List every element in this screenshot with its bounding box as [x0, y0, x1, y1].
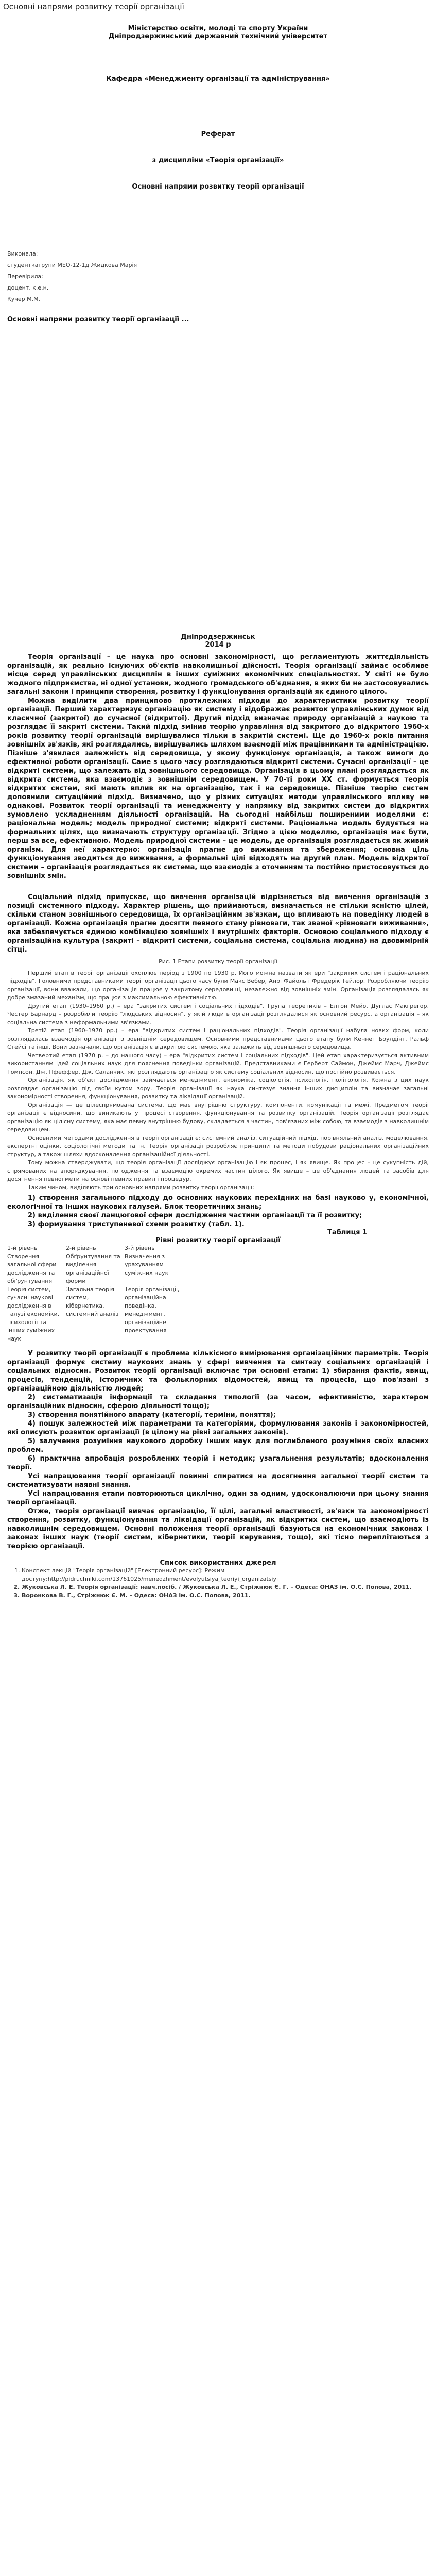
source-item: 1. Конспект лекцій "Теорія організацій" [Електронний ресурс]: Режим доступу:http://pidruchniki.com/13761025/menedzhment/evolyutsiya_teoriyi_organizatsiyi [22, 1567, 429, 1583]
sources-title: Список використаних джерел [160, 1559, 276, 1567]
paragraph: 2) систематизація інформації та складання типології (за часом, ефективністю, характером організаційних відносин, сферою діяльності тощо); [7, 1394, 429, 1410]
levels-table [7, 1244, 183, 1343]
teacher-rank: доцент, к.е.н. [7, 284, 49, 291]
table-cell: Теорія організації, організаційна поведінка, менеджмент, організаційне проектування [125, 1286, 180, 1334]
paragraph: Четвертий етап (1970 р. – до нашого часу) – ера "відкритих систем і соціальних підходів". Цей етап характеризується активним використанням ідей соціальних наук для пояснення поведінки організацій. Представниками є Герберт Саймон, Джеймс Марч, Джеймс Томпсон, Дж. Пфеффер, Дж. Саланчик, які розглядають організацію як систему соціальних відносин, що постійно розвивається. [7, 1052, 429, 1075]
paragraph: Можна виділити два принципово протилежних підходи до характеристики розвитку теорії організації. Перший характеризує організацію як систему і відображає розвиток управлінських думок від класичної (закритої) до сучасної (відкритої). Другий підхід визначає природу організацій з наукою та розглядає її закриті системи. Такий підхід змінив теорію управління від закритого до відкритого 1960-х років розвитку теорії організацій вирішувалися тільки в закритій системі. Ще до 1960-х років питання зовнішніх зв'язків, які розглядались, вирішувались шляхом взаємодії між працівниками та адміністрацією. Пізніше з'явилася залежність від середовища, у якому функціонує організація, а також вимоги до ефективної роботи організації. Саме з цього часу розглядаються відкриті системи. Сучасні організації – це відкриті системи, що залежать від зовнішнього середовища. Організація в цьому плані розглядається як відкрита система, яка взаємодіє з зовнішнім середовищем. У 70-ті роки XX ст. формується теорія відкритих систем, які мають вплив як на організацію, так і на середовище. Пізніше теорію систем доповнили ситуаційний підхід. Визначено, що у різних ситуаціях методи управлінського впливу не однакові. Розвиток теорії організації та менеджменту у напрямку від закритих систем до відкритих зумовлено ускладненням діяльності організацій. На сьогодні найбільш поширеними моделями є: раціональна модель; модель природної системи; відкриті системи. Раціональна модель будується на формальних цілях, що визначають структуру організації. Згідно з цією моделлю, організація має бути, перш за все, ефективною. Модель природної системи – це модель, де організація розглядається як живий організм. Для неї характерно: організація прагне до виживання та збереження; основна ціль функціонування зводиться до виживання, а формальні цілі відходять на другий план. Модель відкритої системи – організація розглядається як система, що взаємодіє з оточенням та постійно пристосовується до зовнішніх змін. [7, 697, 429, 880]
source-item: 2. Жуковська Л. Е. Теорія організації: навч.посіб. / Жуковська Л. Е., Стріжнюк Є. Г. – Одеса: ОНАЗ ім. О.С. Попова, 2011. [22, 1583, 429, 1591]
table-header-cell: 2-й рівень [66, 1245, 96, 1251]
table-cell: Обґрунтування та виділення організаційної форми [66, 1253, 120, 1284]
page-title: Основні напрями розвитку теорії організації [3, 2, 184, 11]
table-cell: Загальна теорія систем, кібернетика, системний аналіз [66, 1286, 119, 1317]
paragraph: Організація — це цілеспрямована система, що має внутрішню структуру, компоненти, комунікації та межі. Предметом теорії організації є відносини, що виникають у процесі створення, функціонування та розвитку організацій. Теорія організації розглядає організацію як цілісну систему, яка має певну внутрішню будову, складається з частин, пов'язаних між собою, та взаємодіє з навколишнім середовищем. [7, 1101, 429, 1133]
direction-item: 3) формування триступеневої схеми розвитку (табл. 1). [28, 1221, 245, 1228]
checked-label: Перевірила: [7, 273, 43, 280]
table-row [7, 1285, 183, 1343]
figure-caption: Рис. 1 Етапи розвитку теорії організації [159, 958, 277, 965]
table-cell: Теорія систем, сучасні наукові дослідження в галузі економіки, психології та інших суміжних наук [7, 1286, 60, 1342]
paragraph: 4) пошук залежностей між параметрами та категоріями, формулювання законів і закономірностей, які описують розвиток організації (в цілому на рівні загальних законів). [7, 1420, 429, 1436]
paragraph: Усі напрацювання теорії організації повинні спиратися на досягнення загальної теорії систем та систематизувати наявні знання. [7, 1472, 429, 1489]
work-type: Реферат [201, 130, 235, 138]
discipline-line: з дисципліни «Теорія організації» [152, 157, 284, 164]
year: 2014 р [205, 641, 231, 649]
city: Дніпродзержинськ [181, 633, 255, 641]
paragraph: Теорія організації – це наука про основні закономірності, що регламентують життєдіяльність організацій, як реально існуючих об'єктів навколишньої дійсності. Теорія організації займає особливе місце серед управлінських дисциплін в інших суміжних економічних спеціальностях. У світі не було жодного підприємства, ні одної установи, жодного громадського об'єднання, в яких би не застосовувались загальні закони і принципи створення, розвитку і функціонування організацій як єдиного цілого. [7, 653, 429, 696]
table-title: Рівні розвитку теорії організації [155, 1236, 281, 1244]
paragraph: Отже, теорія організації вивчає організацію, її цілі, загальні властивості, зв'язки та закономірності створення, розвитку, функціонування та ліквідації організацій, як відкритих систем, що взаємодіють із навколишнім середовищем. Основні положення теорії організації базуються на економічних законах і законах інших наук (теорії систем, кібернетики, теорії керування, тощо), які тісно переплітаються з теорією організації. [7, 1507, 429, 1550]
intro-text: Основні напрями розвитку теорії організації ... [7, 316, 189, 324]
table-header-row [7, 1244, 183, 1252]
paragraph: 3) створення понятійного апарату (категорії, терміни, поняття); [28, 1411, 276, 1419]
paragraph: Соціальний підхід припускає, що вивчення організацій відрізняється від вивчення організацій з позиції системного підходу. Характер рішень, що приймаються, визначається не стільки ясністю цілей, скільки станом зовнішнього середовища, їх організаційним зв'язкам, що впливають на поведінку людей в організації. Кожна організація прагне досягти певного стану рівноваги, так званої «рівноваги виживання», яка забезпечується єдиною комбінацією зовнішніх і внутрішніх факторів. Основою соціального підходу є організаційна культура (закриті – відкриті системи, соціальна система, соціальна людина) на двовимірній сітці. [7, 893, 429, 954]
table-row [7, 1252, 183, 1285]
department-line: Кафедра «Менеджменту організації та адміністрування» [106, 75, 330, 83]
paragraph: 5) залучення розуміння наукового доробку інших наук для поглибленого розуміння своїх власних проблем. [7, 1437, 429, 1454]
paragraph: Усі напрацювання етапи повторюються циклічно, один за одним, удосконалюючи при цьому знання теорії організації. [7, 1490, 429, 1506]
paragraph: Перший етап в теорії організації охоплює період з 1900 по 1930 р. Його можна назвати як ери "закритих систем і раціональних підходів". Головними представниками теорії організації цього часу були Макс Вебер, Анрі Файоль і Фредерік Тейлор. Розробляючи теорію організації, вони вважали, що організація працює у закритому середовищі, незалежно від зовнішніх змін. Організація розглядалась як добре змазаний механізм, що працює з максимальною ефективністю. [7, 970, 429, 1001]
topic-line: Основні напрями розвитку теорії організації [132, 183, 304, 191]
ministry-line: Міністерство освіти, молоді та спорту України [128, 25, 308, 32]
paragraph: Тому можна стверджувати, що теорія організації досліджує організацію і як процес, і як явище. Як процес – це сукупність дій, спрямованих на впорядкування, погодження та взаємодію окремих частин цілого. Як явище – це об'єднання людей та засобів для досягнення певної мети на основі певних правил і процедур. [7, 1159, 429, 1182]
source-item: 3. Воронкова В. Г., Стріжнюк Є. М. – Одеса: ОНАЗ ім. О.С. Попова, 2011. [22, 1591, 429, 1600]
paragraph: Таким чином, виділяють три основних напрями розвитку теорії організації: [28, 1184, 254, 1191]
table-number: Таблиця 1 [327, 1229, 367, 1236]
paragraph: Організація, як об'єкт дослідження займається менеджмент, економіка, соціологія, психологія, політологія. Кожна з цих наук розглядає організацію під своїм кутом зору. Теорія організації як наука синтезує знання інших дисциплін та визначає загальні закономірності створення, функціонування, розвитку та ліквідації організацій. [7, 1077, 429, 1100]
table-header-cell: 3-й рівень [125, 1245, 155, 1251]
student-name: студенткагрупи МЕО-12-1д Жидкова Марія [7, 262, 137, 268]
paragraph: Третій етап (1960–1970 рр.) – ера "відкритих систем і раціональних підходів". Теорія організації набула нових форм, коли розглядалась взаємодія організації із зовнішнім середовищем. Основними представниками цього етапу були Кеннет Боулдінг, Ральф Стейсі та інші. Вони зазначали, що організація є відкритою системою, яка залежить від зовнішнього середовища. [7, 1027, 429, 1050]
executed-label: Виконала: [7, 250, 38, 257]
table-cell: Створення загальної сфери дослідження та обґрунтування [7, 1253, 57, 1284]
table-header-cell: 1-й рівень [7, 1245, 38, 1251]
document [0, 11, 436, 1600]
teacher-name: Кучер М.М. [7, 296, 41, 302]
paragraph: 6) практична апробація розроблених теорій і методик; узагальнення результатів; вдосконалення теорії. [7, 1455, 429, 1471]
table-cell: Визначення з урахуванням суміжних наук [125, 1253, 169, 1276]
direction-item: 2) виділення своєї ланцюгової сфери дослідження частини організації та її розвитку; [28, 1212, 362, 1219]
university-line: Дніпродзержинський державний технічний університет [108, 32, 327, 40]
direction-item: 1) створення загального підходу до основних наукових перехідних на базі науково у, економічної, екологічної та інших наукових галузей. Блок теоретичних знань; [7, 1194, 429, 1211]
paragraph: У розвитку теорії організації є проблема кількісного вимірювання організаційних параметрів. Теорія організації формує систему наукових знань у сфері вивчення та синтезу соціальних організацій і соціальних відносин. Розвиток теорії організації включає три основні етапи: 1) збирання фактів, явищ, процесів, тенденцій, історичних та фольклорних відомостей, явищ та процесів, що пов'язані з організаційною діяльністю людей; [7, 1350, 429, 1393]
paragraph: Основними методами дослідження в теорії організації є: системний аналіз, ситуаційний підхід, порівняльний аналіз, моделювання, експертні оцінки, соціологічні методи та ін. Теорія організації розробляє принципи та методи побудови раціональних організаційних структур, а також шляхи вдосконалення організаційної діяльності. [7, 1134, 429, 1158]
sources-list [7, 1567, 429, 1600]
paragraph: Другий етап (1930–1960 р.) – ера "закритих систем і соціальних підходів". Група теоретиків – Елтон Мейо, Дуглас Макгрегор, Честер Барнард – розробили теорію "людських відносин", у якій люди в організації розглядалися як основний ресурс, а організація – як соціальна система з неформальними зв'язками. [7, 1003, 429, 1026]
